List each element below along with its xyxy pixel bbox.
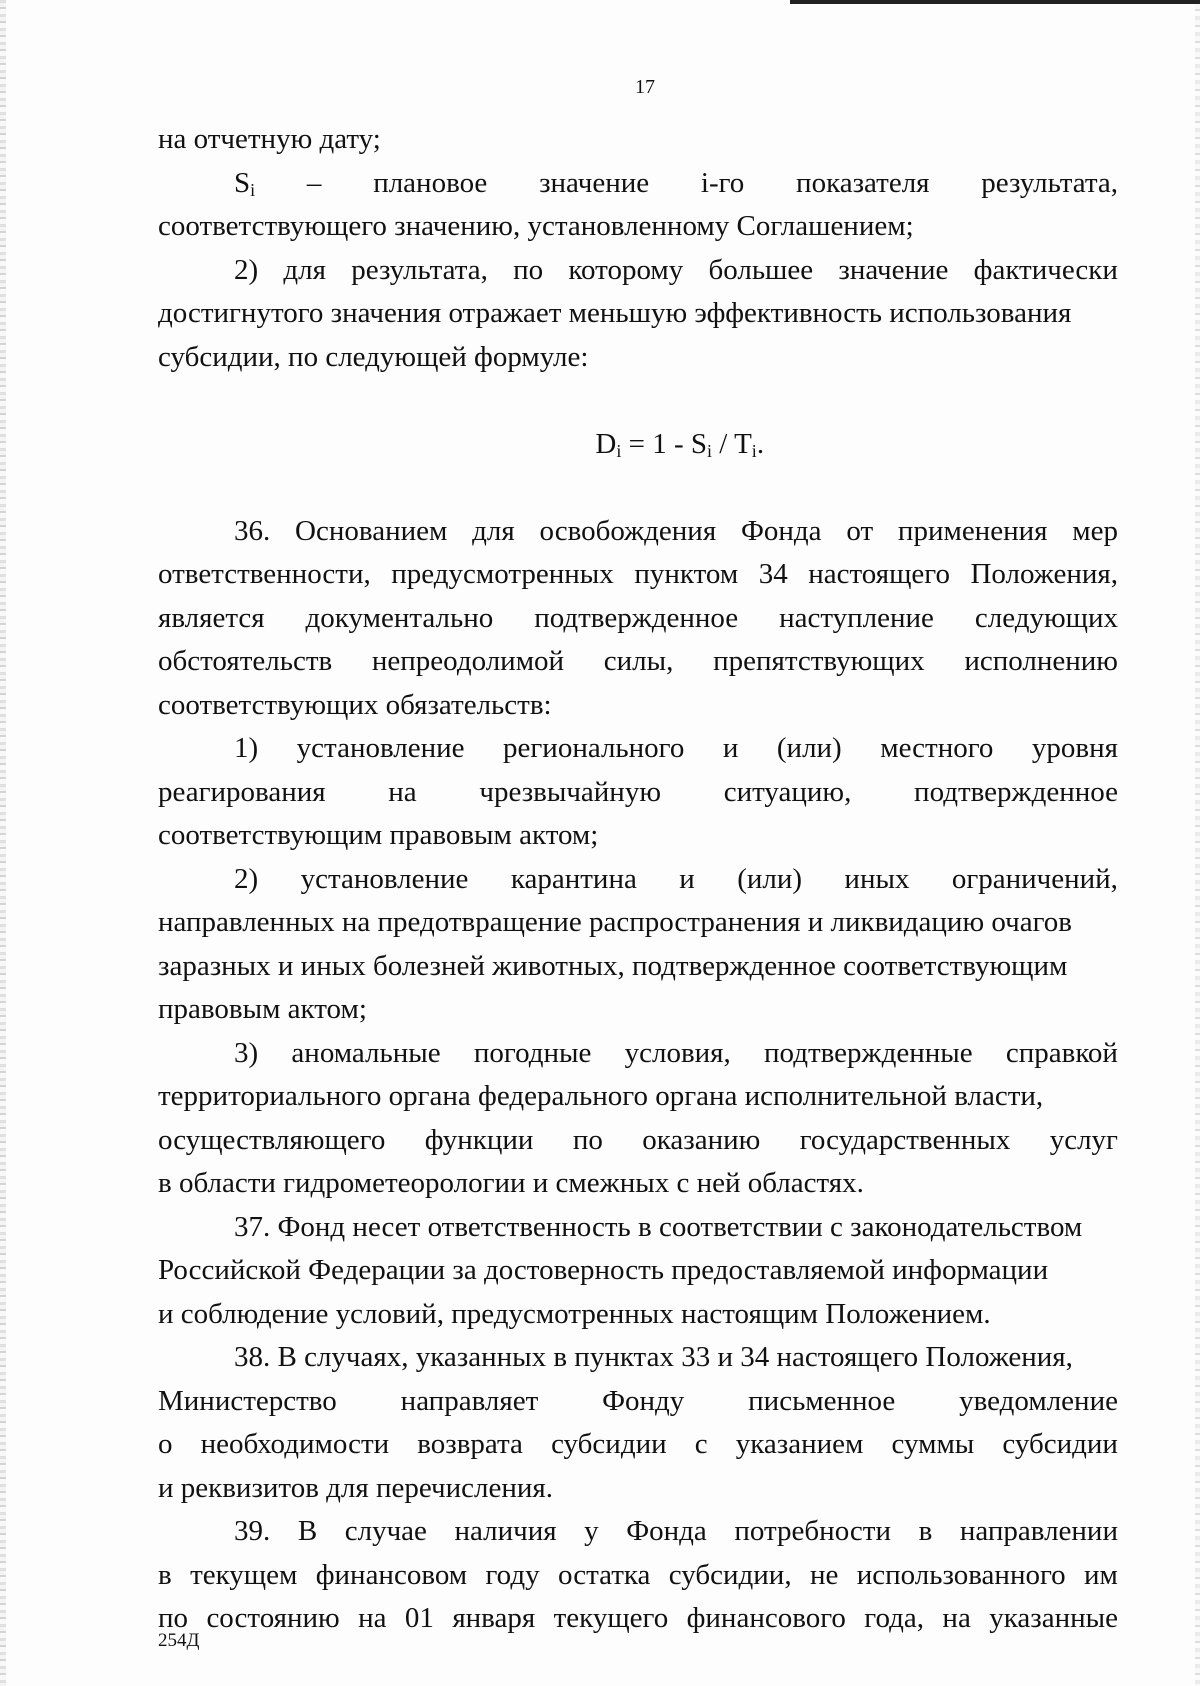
word: значение [539, 166, 650, 199]
text-line: и реквизитов для перечисления. [158, 1471, 553, 1504]
text-line: по состоянию на 01 января текущего финансового года, на указанные [158, 1602, 1118, 1634]
text-line: в области гидрометеорологии и смежных с ней областях. [158, 1167, 864, 1199]
text-line: соответствующих обязательств: [158, 688, 552, 721]
text-line: 36. Основанием для освобождения Фонда от применения мер [234, 514, 1118, 547]
text-line: Министерство направляет Фонду письменное уведомление [158, 1384, 1118, 1417]
scan-edge-top [790, 0, 1200, 4]
page-number: 17 [635, 76, 655, 98]
text-line: 39. В случае наличия у Фонда потребности в направлении [234, 1515, 1118, 1547]
word: показателя [796, 166, 930, 199]
scan-edge-left [0, 0, 6, 1686]
text-line: в текущем финансовом году остатка субсидии, не использованного им [158, 1558, 1118, 1591]
word: плановое [373, 166, 488, 199]
text-line: на отчетную дату; [158, 123, 381, 155]
text-line: 1) установление регионального и (или) местного уровня [234, 732, 1118, 764]
text-line: ответственности, предусмотренных пунктом 34 настоящего Положения, [158, 558, 1118, 590]
text-line: 38. В случаях, указанных в пунктах 33 и 34 настоящего Положения, [234, 1341, 1073, 1373]
text-line: направленных на предотвращение распространения и ликвидацию очагов [158, 906, 1072, 938]
text-line: соответствующим правовым актом; [158, 819, 599, 851]
text-line [158, 162, 1118, 206]
text-line: является документально подтвержденное наступление следующих [158, 601, 1118, 634]
text-line: реагирования на чрезвычайную ситуацию, подтвержденное [158, 775, 1118, 808]
word: i-го [700, 166, 745, 199]
text-line: достигнутого значения отражает меньшую эффективность использования [158, 297, 1072, 329]
text-line: и соблюдение условий, предусмотренных настоящим Положением. [158, 1297, 991, 1330]
word: – [306, 166, 322, 199]
text-line: обстоятельств непреодолимой силы, препятствующих исполнению [158, 645, 1118, 677]
text-line: 2) установление карантина и (или) иных ограничений, [234, 862, 1118, 895]
text-line: о необходимости возврата субсидии с указанием суммы субсидии [158, 1428, 1118, 1460]
text-line: заразных и иных болезней животных, подтвержденное соответствующим [158, 949, 1068, 982]
text-line: Российской Федерации за достоверность предоставляемой информации [158, 1254, 1049, 1286]
text-line: 2) для результата, по которому большее значение фактически [234, 253, 1118, 286]
text-line: территориального органа федерального органа исполнительной власти, [158, 1080, 1044, 1112]
text-line: 37. Фонд несет ответственность в соответствии с законодательством [234, 1210, 1083, 1243]
text-line: соответствующего значению, установленному Соглашением; [158, 210, 914, 242]
document-code: 254Д [158, 1630, 200, 1651]
word: результата, [981, 166, 1118, 199]
text-line: 3) аномальные погодные условия, подтвержденные справкой [234, 1036, 1118, 1069]
formula: $D_i = 1 - S_i / T_i$. [595, 427, 765, 461]
document-body [158, 118, 1118, 1641]
text-line: правовым актом; [158, 993, 367, 1025]
word: $S_i$ [234, 166, 256, 200]
scan-edge-right [1195, 0, 1200, 1686]
text-line: осуществляющего функции по оказанию государственных услуг [158, 1123, 1118, 1156]
text-line: субсидии, по следующей формуле: [158, 340, 589, 373]
